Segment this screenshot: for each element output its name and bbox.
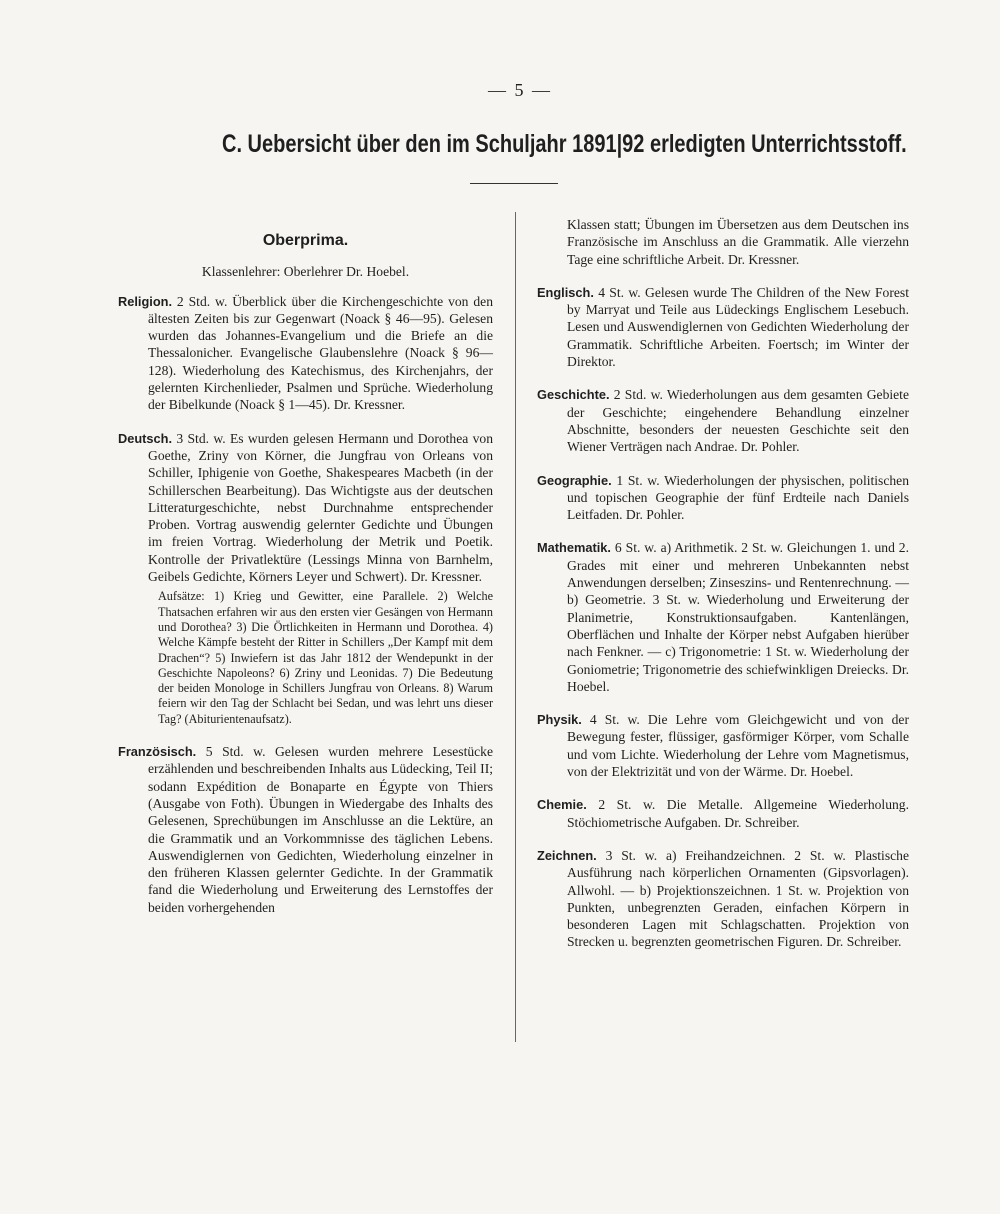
title-rule bbox=[470, 183, 558, 184]
subject-entry-englisch bbox=[537, 284, 909, 370]
subject-text: 2 St. w. Die Metalle. Allgemeine Wiederholung. Stöchiometrische Aufgaben. Dr. Schreiber. bbox=[567, 797, 909, 830]
subject-text: 1 St. w. Wiederholungen der physischen, politischen und topischen Geographie der fünf Erdteile nach Daniels Leitfaden. Dr. Pohler. bbox=[567, 472, 910, 523]
subject-text: 6 St. w. a) Arithmetik. 2 St. w. Gleichungen 1. und 2. Grades mit einer und mehreren Unbekannten nebst Anwendungen derselben; Zinseszins- und Rentenrechnung. — b) Geometrie. 3 St. w. Wiederholung und Erweiterung der Planimetrie, Konstruktionsaufgaben. Kantenlängen, Oberflächen und Inhalte der Körper nebst Aufgaben hierüber nach Fenkner. — c) Trigonometrie: 1 St. w. Wiederholung der Goniometrie; Trigonometrie des schiefwinkligen Dreiecks. Dr. Hoebel. bbox=[567, 540, 909, 694]
aufsaetze-list: Aufsätze: 1) Krieg und Gewitter, eine Parallele. 2) Welche Thatsachen erfahren wir aus den ersten vier Gesängen von Hermann und Dorothea? 3) Die Örtlichkeiten in Hermann und Dorothea. 4) Welche Kämpfe besteht der Ritter in Schillers „Der Kampf mit dem Drachen“? 5) Inwiefern ist das Jahr 1812 der Wendepunkt in der Geschichte Napoleons? 6) Zriny und Leonidas. 7) Die Bedeutung der beiden Monologe in Schillers Jungfrau von Orleans. 8) Warum feiern wir den Tag der Schlacht bei Sedan, und was lehrt uns dieser Tag? (Abiturientenaufsatz). bbox=[158, 589, 493, 726]
right-column bbox=[537, 216, 909, 967]
subject-text: 5 Std. w. Gelesen wurden mehrere Lesestücke erzählenden und beschreibenden Inhalts aus Lüdecking, Teil II; sodann Expédition de Bonaparte en Égypte von Thiers (Ausgabe von Foth). Übungen in Wiedergabe des Inhalts des Gelesenen, Sprechübungen im Anschlusse an die Lektüre, an die Grammatik und an Vorkommnisse des täglichen Lebens. Auswendiglernen von Gedichten, Wiederholung einzelner in den früheren Klassen gelernter Gedichte. In der Grammatik fand die Wiederholung und Erweiterung des Lernstoffes der beiden vorhergehenden bbox=[148, 744, 494, 915]
subject-label: Chemie. bbox=[537, 797, 587, 813]
franzoesisch-continuation: Klassen statt; Übungen im Übersetzen aus dem Deutschen ins Französische im Anschluss an die Grammatik. Alle vierzehn Tage eine schriftliche Arbeit. Dr. Kressner. bbox=[567, 217, 909, 267]
subject-text: 3 St. w. a) Freihandzeichnen. 2 St. w. Plastische Ausführung nach körperlichen Ornamenten (Gipsvorlagen). Allwohl. — b) Projektionszeichnen. 1 St. w. Projektion von Punkten, unbegrenzten Geraden, einfachen Körpern in besonderen Lagen mit Schlagschatten. Projektion von Strecken u. begrenzten geometrischen Figuren. Dr. Schreiber. bbox=[567, 847, 909, 950]
subject-entry-franzoesisch bbox=[118, 743, 493, 916]
subject-label: Französisch. bbox=[118, 744, 197, 760]
subject-entry-chemie bbox=[537, 796, 909, 831]
subject-text: 2 Std. w. Überblick über die Kirchengeschichte von den ältesten Zeiten bis zur Gegenwart (Noack § 46—95). Gelesen wurden das Johannes-Evangelium und die Briefe an die Thessalonicher. Evangelische Glaubenslehre (Noack § 96—128). Wiederholung des Katechismus, des Kirchenjahrs, der gelernten Kirchenlieder, Psalmen und Sprüche. Wiederholung der Bibelkunde (Noack § 1—45). Dr. Kressner. bbox=[148, 293, 493, 413]
left-column bbox=[118, 228, 493, 932]
subject-entry-physik bbox=[537, 711, 909, 780]
subject-label: Zeichnen. bbox=[537, 847, 597, 863]
subject-entry-geschichte bbox=[537, 386, 909, 455]
klassenlehrer-line: Klassenlehrer: Oberlehrer Dr. Hoebel. bbox=[201, 264, 410, 280]
subject-label: Mathematik. bbox=[537, 540, 611, 556]
column-divider bbox=[515, 212, 516, 1042]
subject-label: Geographie. bbox=[537, 472, 612, 488]
subject-entry-mathematik bbox=[537, 539, 909, 695]
section-heading: Oberprima. bbox=[262, 232, 349, 249]
page-number: — 5 — bbox=[488, 80, 552, 100]
subject-label: Physik. bbox=[537, 712, 582, 728]
subject-text: 4 St. w. Die Lehre vom Gleichgewicht und von der Bewegung fester, flüssiger, gasförmiger Körper, vom Schalle und vom Lichte. Wiederholung der Lehre vom Magnetismus, von der Elektrizität und von der Wärme. Dr. Hoebel. bbox=[567, 712, 909, 780]
subject-label: Englisch. bbox=[537, 284, 594, 300]
subject-text: 2 Std. w. Wiederholungen aus dem gesamten Gebiete der Geschichte; eingehendere Behandlung einzelner Abschnitte, besonders der neuesten Geschichte seit den Wiener Verträgen nach Andrae. Dr. Pohler. bbox=[567, 387, 909, 455]
subject-entry-deutsch bbox=[118, 430, 493, 586]
subject-text: 4 St. w. Gelesen wurde The Children of the New Forest by Marryat und Teile aus Lüdeckings Englischem Lesebuch. Lesen und Auswendiglernen von Gedichten Wiederholung der Grammatik. Schriftliche Arbeiten. Foertsch; im Winter der Direktor. bbox=[567, 284, 909, 370]
page-title: C. Uebersicht über den im Schuljahr 1891|92 erledigten Unterrichtsstoff. bbox=[222, 130, 907, 158]
subject-label: Geschichte. bbox=[537, 387, 610, 403]
subject-entry-religion bbox=[118, 293, 493, 414]
subject-label: Deutsch. bbox=[118, 430, 173, 446]
subject-label: Religion. bbox=[118, 293, 173, 309]
subject-entry-zeichnen bbox=[537, 847, 909, 951]
subject-entry-geographie bbox=[537, 472, 909, 524]
subject-text: 3 Std. w. Es wurden gelesen Hermann und Dorothea von Goethe, Zriny von Körner, die Jungfrau von Orleans von Schiller, Iphigenie von Goethe, Shakespeares Macbeth (in der Schillerschen Bearbeitung). Das Wichtigste aus der deutschen Litteraturgeschichte, nebst Durchnahme entsprechender Proben. Vortrag auswendig gelernter Gedichte und Übungen im freien Vortrag. Wiederholung der Metrik und Poetik. Kontrolle der Privatlektüre (Lessings Minna von Barnhelm, Geibels Gedichte, Körners Leyer und Schwert). Dr. Kressner. bbox=[148, 430, 493, 585]
